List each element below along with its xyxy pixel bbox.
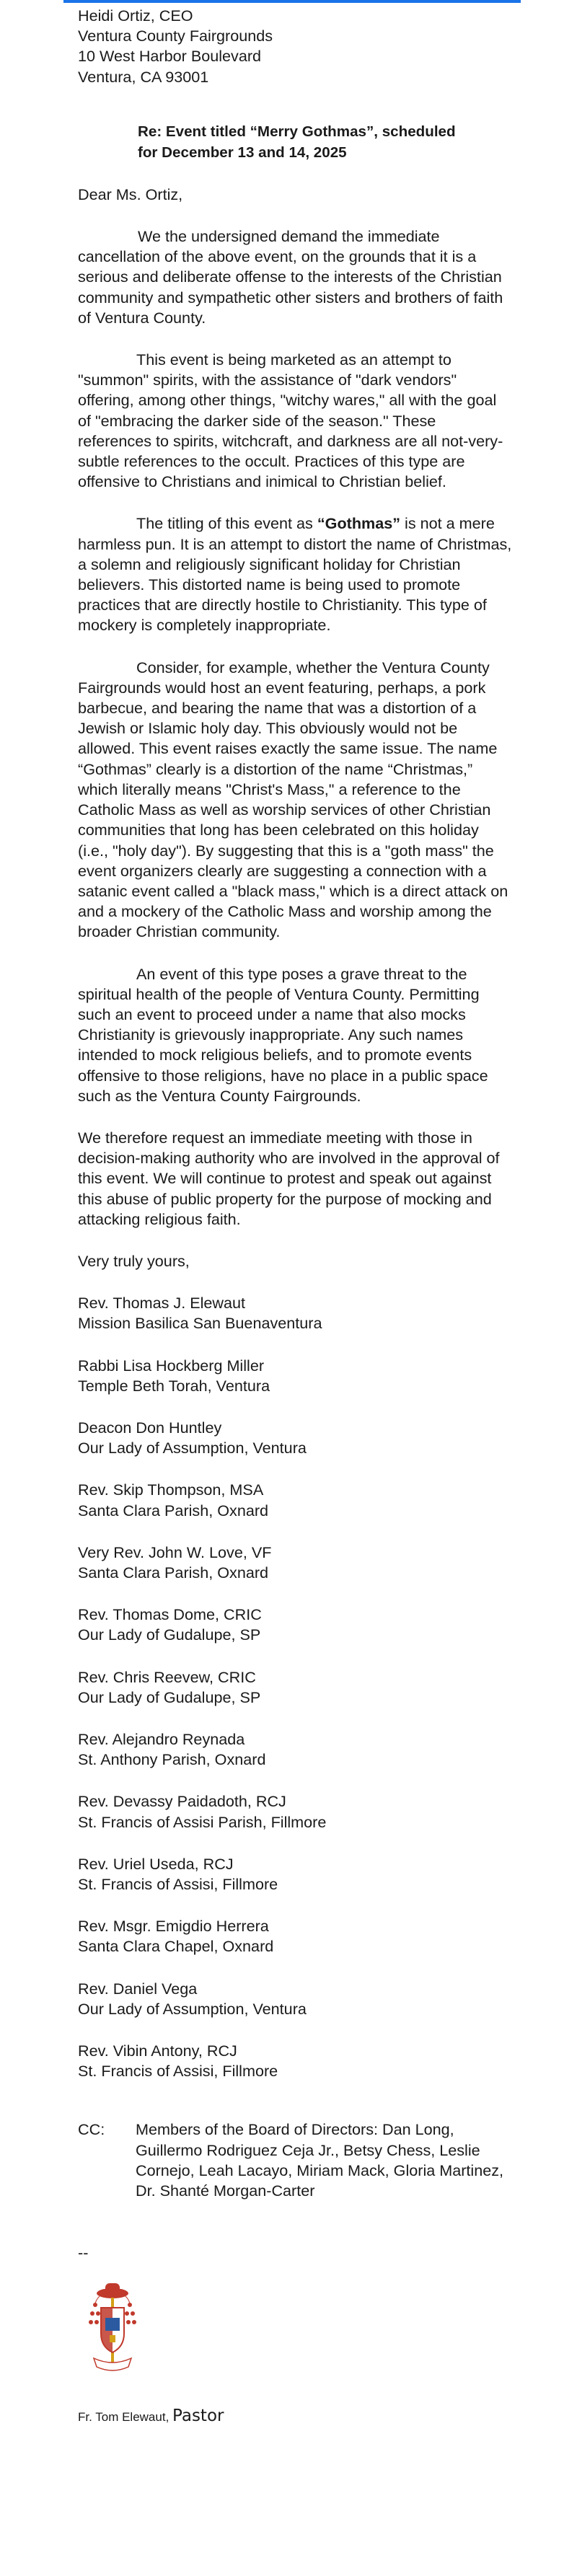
cc-label: CC: bbox=[78, 2120, 105, 2139]
signer bbox=[78, 1729, 512, 1770]
recipient-address bbox=[78, 6, 512, 87]
p3-post: is not a mere harmless pun. It is an attempt to distort the name of Christmas, a solemn and religiously significant holiday for Christian believers. This distorted name is being used to promote practices that are directly hostile to Christianity. This type of mockery is completely inappropriate. bbox=[78, 514, 512, 635]
signature-name: Fr. Tom Elewaut, bbox=[78, 2410, 173, 2425]
signer bbox=[78, 1916, 512, 1957]
signer-name: Very Rev. John W. Love, VF bbox=[78, 1543, 272, 1561]
signer bbox=[78, 1480, 512, 1520]
signer bbox=[78, 1418, 512, 1458]
coat-of-arms-crest bbox=[84, 2277, 141, 2386]
subject-line-2: for December 13 and 14, 2025 bbox=[138, 144, 347, 161]
signer-affiliation: Our Lady of Gudalupe, SP bbox=[78, 1688, 261, 1706]
signature-separator: -- bbox=[78, 2244, 89, 2262]
subject-line-1: Re: Event titled “Merry Gothmas”, scheduled bbox=[138, 123, 456, 140]
signer-affiliation: Our Lady of Assumption, Ventura bbox=[78, 1999, 307, 2018]
signer-name: Rev. Thomas J. Elewaut bbox=[78, 1294, 246, 1313]
body-paragraph-2: This event is being marketed as an attempt to "summon" spirits, with the assistance of "dark vendors" offering, among other things, "witchy wares," all with the goal of "embracing the darker side of the season." These references to spirits, witchcraft, and darkness are all not-very-subtle references to the occult. Practices of this type are offensive to Christians and inimical to Christian belief. bbox=[78, 350, 503, 491]
signer-affiliation: Our Lady of Assumption, Ventura bbox=[78, 1439, 307, 1457]
signer-name: Rev. Thomas Dome, CRIC bbox=[78, 1605, 262, 1624]
signer-name: Rev. Devassy Paidadoth, RCJ bbox=[78, 1792, 286, 1811]
signer-name: Rev. Vibin Antony, RCJ bbox=[78, 2042, 237, 2060]
signer bbox=[78, 1667, 512, 1708]
recipient-street: 10 West Harbor Boulevard bbox=[78, 47, 262, 66]
subject-line bbox=[138, 121, 516, 163]
salutation: Dear Ms. Ortiz, bbox=[78, 185, 183, 203]
signer bbox=[78, 1605, 512, 1645]
closing: Very truly yours, bbox=[78, 1251, 190, 1270]
signer-affiliation: Santa Clara Chapel, Oxnard bbox=[78, 1937, 274, 1956]
letter-page bbox=[78, 6, 512, 2428]
signer-affiliation: St. Anthony Parish, Oxnard bbox=[78, 1750, 266, 1769]
signer-name: Rev. Alejandro Reynada bbox=[78, 1730, 245, 1748]
signer-affiliation: St. Francis of Assisi, Fillmore bbox=[78, 1875, 278, 1894]
signer-name: Rev. Chris Reevew, CRIC bbox=[78, 1667, 256, 1686]
signer bbox=[78, 1543, 512, 1583]
recipient-city: Ventura, CA 93001 bbox=[78, 67, 209, 86]
signer bbox=[78, 1356, 512, 1396]
signer-affiliation: St. Francis of Assisi, Fillmore bbox=[78, 2062, 278, 2081]
signature-title: Pastor bbox=[172, 2407, 224, 2426]
signer-name: Rev. Daniel Vega bbox=[78, 1979, 198, 1998]
signer bbox=[78, 1979, 512, 2019]
signer bbox=[78, 2041, 512, 2081]
signer-affiliation: Santa Clara Parish, Oxnard bbox=[78, 1501, 269, 1519]
signer-affiliation: Temple Beth Torah, Ventura bbox=[78, 1376, 270, 1395]
signer-name: Deacon Don Huntley bbox=[78, 1418, 222, 1437]
recipient-org: Ventura County Fairgrounds bbox=[78, 27, 273, 45]
signer-list bbox=[78, 1293, 512, 2081]
signer-affiliation: Mission Basilica San Buenaventura bbox=[78, 1314, 322, 1333]
signer-affiliation: St. Francis of Assisi Parish, Fillmore bbox=[78, 1812, 327, 1831]
body-paragraph-5: An event of this type poses a grave threat to the spiritual health of the people of Ventura County. Permitting such an event to proceed under a name that also mocks Christianity is grievously inappropriate. Any such names intended to mock religious beliefs, and to promote events offensive to those religions, have no place in a public space such as the Ventura County Fairgrounds. bbox=[78, 964, 488, 1105]
crest-icon bbox=[84, 2277, 141, 2386]
signature-block bbox=[78, 2406, 512, 2427]
top-rule bbox=[63, 0, 521, 3]
signer bbox=[78, 1293, 512, 1333]
cc-block bbox=[78, 2120, 512, 2201]
p3-bold-term: “Gothmas” bbox=[317, 514, 401, 533]
signer-name: Rev. Msgr. Emigdio Herrera bbox=[78, 1917, 269, 1936]
cc-recipients: Members of the Board of Directors: Dan Long, Guillermo Rodriguez Ceja Jr., Betsy Chess, Leslie Cornejo, Leah Lacayo, Miriam Mack, Gloria Martinez, Dr. Shanté Morgan-Carter bbox=[136, 2120, 504, 2200]
signer-name: Rev. Skip Thompson, MSA bbox=[78, 1481, 264, 1499]
signer-name: Rabbi Lisa Hockberg Miller bbox=[78, 1356, 265, 1375]
recipient-name: Heidi Ortiz, CEO bbox=[78, 6, 193, 25]
signer bbox=[78, 1854, 512, 1894]
body-paragraph-1: We the undersigned demand the immediate cancellation of the above event, on the grounds that it is a serious and deliberate offense to the interests of the Christian community and sympathetic other sisters and brothers of faith of Ventura County. bbox=[78, 227, 503, 327]
body-paragraph-6: We therefore request an immediate meeting with those in decision-making authority who are involved in the approval of this event. We will continue to protest and speak out against this abuse of public property for the purpose of mocking and attacking religious faith. bbox=[78, 1128, 500, 1228]
body-paragraph-4: Consider, for example, whether the Ventura County Fairgrounds would host an event featuring, perhaps, a pork barbecue, and bearing the name that was a distortion of a Jewish or Islamic holy day. This obviously would not be allowed. This event raises exactly the same issue. The name “Gothmas” clearly is a distortion of the name “Christmas,” which literally means "Christ's Mass," a reference to the Catholic Mass as well as worship services of other Christian communities that long has been celebrated on this holiday (i.e., "holy day"). By suggesting that this is a "goth mass" the event organizers clearly are suggesting a connection with a satanic event called a "black mass," which is a direct attack on and a mockery of the Catholic Mass and worship among the broader Christian community. bbox=[78, 658, 508, 941]
signer bbox=[78, 1791, 512, 1832]
body-paragraph-3 bbox=[78, 513, 512, 635]
signer-name: Rev. Uriel Useda, RCJ bbox=[78, 1854, 234, 1873]
signer-affiliation: Our Lady of Gudalupe, SP bbox=[78, 1626, 261, 1644]
signer-affiliation: Santa Clara Parish, Oxnard bbox=[78, 1563, 269, 1582]
p3-pre: The titling of this event as bbox=[136, 514, 317, 533]
